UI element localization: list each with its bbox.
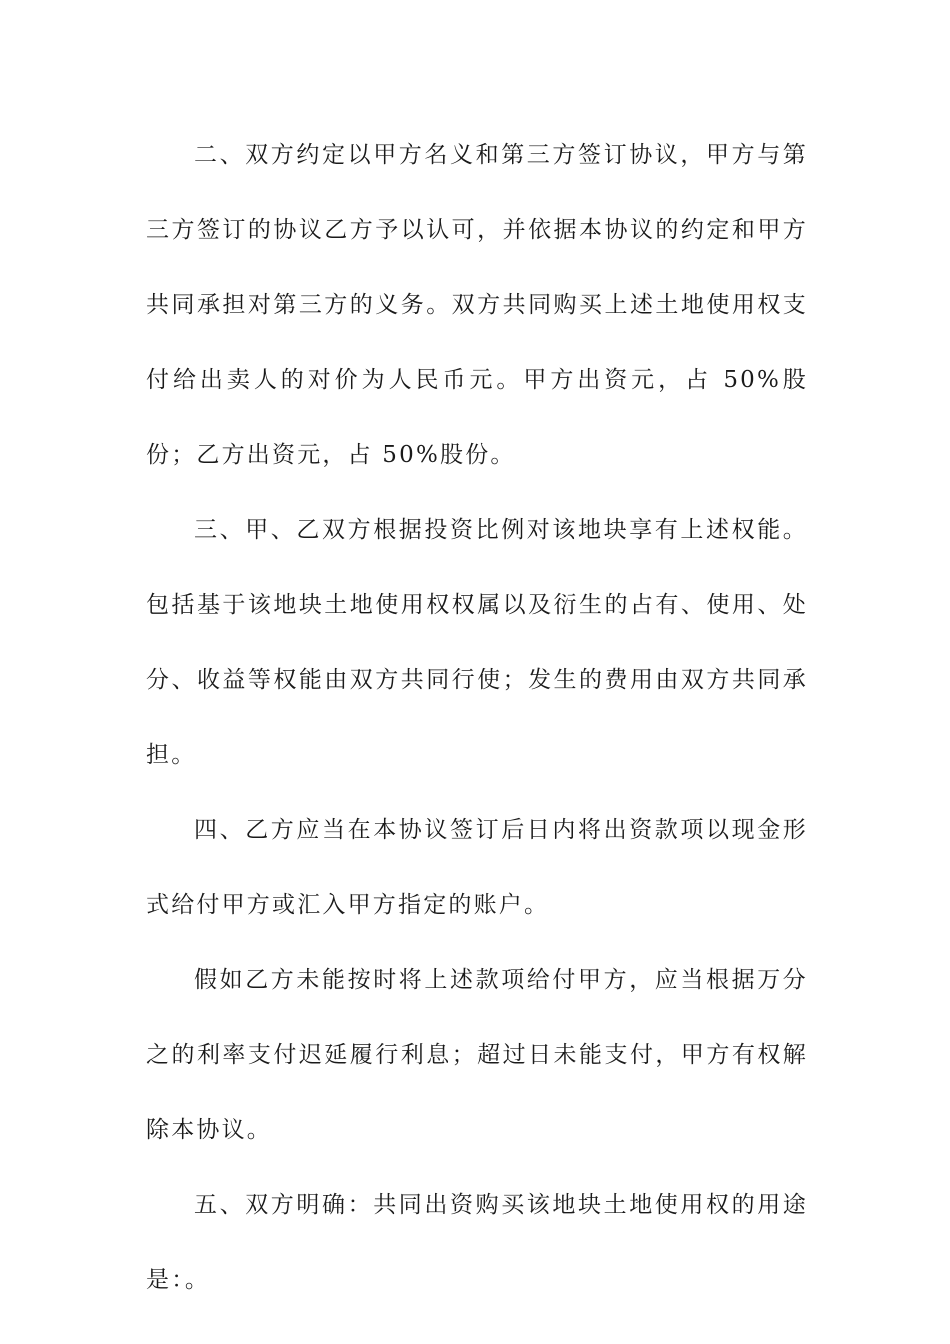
paragraph-clause-2: 二、双方约定以甲方名义和第三方签订协议，甲方与第三方签订的协议乙方予以认可，并依据本协议的约定和甲方共同承担对第三方的义务。双方共同购买上述土地使用权支付给出卖人的对价为人民币元。甲方出资元，占 50%股份；乙方出资元，占 50%股份。 xyxy=(146,142,808,468)
paragraph-clause-3: 三、甲、乙双方根据投资比例对该地块享有上述权能。包括基于该地块土地使用权权属以及衍生的占有、使用、处分、收益等权能由双方共同行使；发生的费用由双方共同承担。 xyxy=(146,517,808,768)
paragraph-clause-5: 五、双方明确：共同出资购买该地块土地使用权的用途是：。 xyxy=(146,1192,808,1293)
document-body xyxy=(146,118,808,1318)
paragraph-clause-4: 四、乙方应当在本协议签订后日内将出资款项以现金形式给付甲方或汇入甲方指定的账户。 xyxy=(146,817,808,918)
paragraph-late-payment: 假如乙方未能按时将上述款项给付甲方，应当根据万分之的利率支付迟延履行利息；超过日未能支付，甲方有权解除本协议。 xyxy=(146,967,808,1143)
